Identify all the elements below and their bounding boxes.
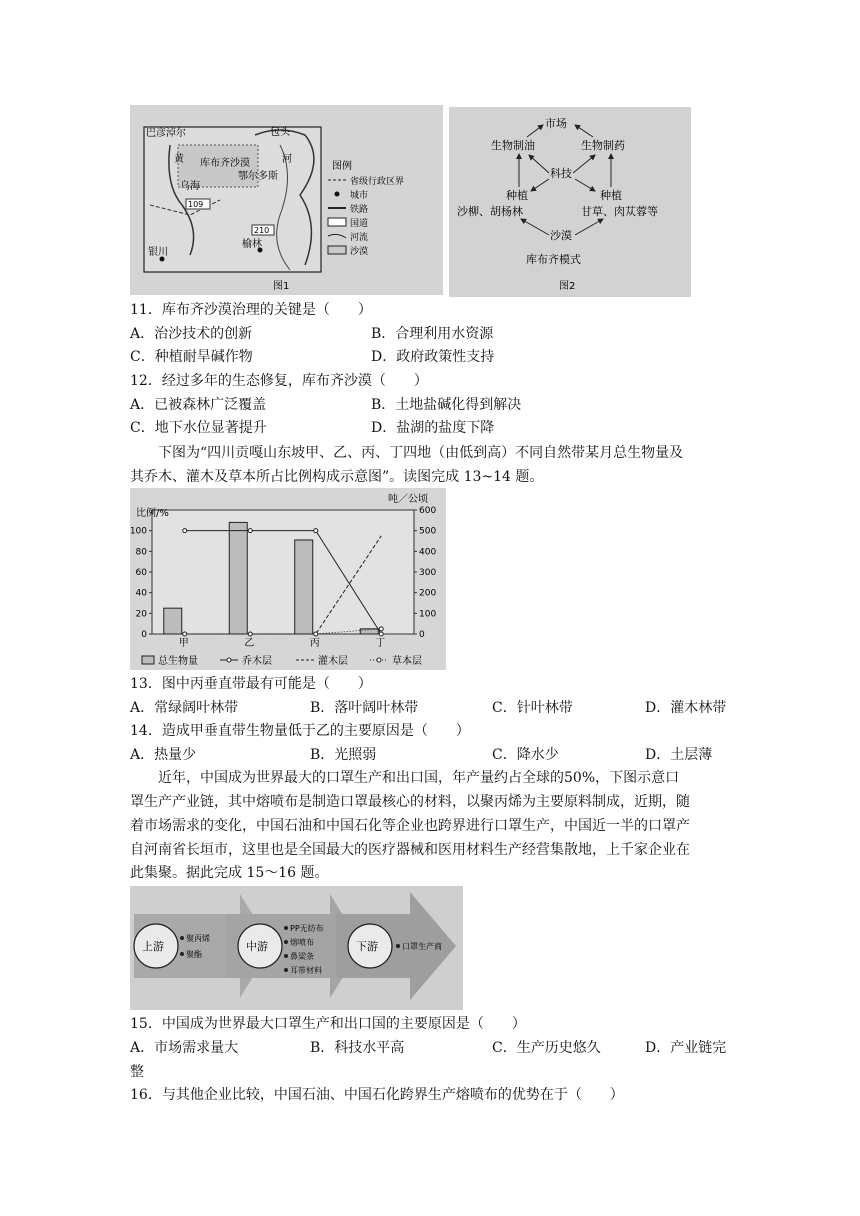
map-figure bbox=[130, 105, 443, 295]
point-1 bbox=[379, 632, 383, 636]
q11-option-b[interactable]: B．合理利用水资源 bbox=[371, 326, 494, 342]
tick-label-right: 500 bbox=[419, 526, 437, 537]
question-13: 13．图中丙垂直带最有可能是（ ） bbox=[130, 676, 372, 692]
question-15: 15．中国成为世界最大口罩生产和出口国的主要原因是（ ） bbox=[130, 1016, 526, 1032]
point-3 bbox=[314, 632, 318, 636]
node-market: 市场 bbox=[545, 117, 567, 130]
category-label: 丙 bbox=[309, 638, 320, 649]
q11-option-c[interactable]: C．种植耐旱碱作物 bbox=[130, 349, 253, 365]
map-place: 黄 bbox=[174, 154, 184, 165]
node-plant-left-detail: 沙柳、胡杨林 bbox=[457, 205, 523, 218]
map-caption: 图1 bbox=[273, 281, 290, 292]
svg-text:国道: 国道 bbox=[350, 219, 369, 229]
chain-midstream: 中游 bbox=[246, 940, 268, 953]
tick-label-left: 100 bbox=[130, 526, 147, 537]
map-place: 鄂尔多斯 bbox=[238, 171, 278, 182]
node-plant-right: 种植 bbox=[600, 189, 622, 202]
q13-option-d[interactable]: D．灌木林带 bbox=[645, 700, 727, 716]
map-svg bbox=[130, 105, 443, 295]
q14-option-c[interactable]: C．降水少 bbox=[492, 747, 559, 763]
chain-midstream-item: 鼻梁条 bbox=[290, 952, 314, 961]
legend-shrub: 灌木层 bbox=[318, 656, 348, 667]
chart-ylabel-left: 比例/% bbox=[136, 508, 169, 519]
q13-option-c[interactable]: C．针叶林带 bbox=[492, 700, 573, 716]
biomass-chart-svg bbox=[130, 488, 446, 670]
intro-13-14-line2: 其乔木、灌木及草本所占比例构成示意图”。读图完成 13~14 题。 bbox=[130, 469, 544, 485]
tick-label-left: 0 bbox=[141, 630, 147, 640]
industry-chain-figure bbox=[130, 886, 463, 1010]
legend-herb: 草本层 bbox=[392, 656, 422, 667]
point-3 bbox=[379, 627, 383, 631]
map-place: 乌海 bbox=[180, 181, 200, 192]
point-1 bbox=[248, 529, 252, 533]
svg-text:铁路: 铁路 bbox=[350, 205, 369, 215]
intro-15-16-line5: 此集聚。据此完成 15～16 题。 bbox=[130, 865, 329, 881]
q12-option-b[interactable]: B．土地盐碱化得到解决 bbox=[371, 397, 522, 413]
chart-legend bbox=[142, 654, 422, 667]
question-11: 11．库布齐沙漠治理的关键是（ ） bbox=[130, 302, 372, 318]
map-place: 109 bbox=[188, 200, 204, 209]
legend-tree: 乔木层 bbox=[242, 656, 272, 667]
map-place: 银川 bbox=[148, 247, 168, 258]
map-place: 210 bbox=[254, 226, 270, 235]
tick-label-right: 300 bbox=[419, 568, 437, 578]
bar-total-biomass bbox=[360, 629, 378, 634]
map-place: 榆林 bbox=[242, 239, 262, 250]
category-label: 乙 bbox=[244, 638, 255, 649]
q15-option-c[interactable]: C．生产历史悠久 bbox=[492, 1040, 601, 1056]
map-legend bbox=[328, 175, 404, 257]
intro-15-16-line2: 罩生产产业链，其中熔喷布是制造口罩最核心的材料，以聚丙烯为主要原料制成，近期，随 bbox=[130, 794, 690, 810]
svg-text:城市: 城市 bbox=[350, 191, 369, 201]
q14-option-d[interactable]: D．土层薄 bbox=[645, 747, 713, 763]
tick-label-right: 200 bbox=[419, 588, 437, 599]
tick-label-left: 40 bbox=[135, 588, 147, 599]
q15-option-b[interactable]: B．科技水平高 bbox=[310, 1040, 405, 1056]
biomass-chart bbox=[130, 488, 446, 670]
tick-label-right: 600 bbox=[419, 506, 437, 516]
q15-option-d[interactable]: D．产业链完 bbox=[645, 1040, 727, 1056]
tick-label-left: 80 bbox=[135, 547, 147, 558]
q11-option-a[interactable]: A．治沙技术的创新 bbox=[130, 326, 253, 342]
mode-diagram bbox=[449, 107, 691, 297]
tick-label-right: 0 bbox=[419, 630, 425, 640]
chain-upstream-item: 聚酯 bbox=[186, 950, 202, 959]
chart-ylabel-right: 吨／公顷 bbox=[388, 494, 428, 505]
map-legend-title: 图例 bbox=[332, 161, 352, 172]
tick-label-left: 60 bbox=[135, 568, 147, 578]
q14-option-a[interactable]: A．热量少 bbox=[130, 747, 197, 763]
map-place: 巴彦淖尔 bbox=[146, 128, 186, 139]
intro-15-16-line4: 自河南省长垣市，这里也是全国最大的医疗器械和医用材料生产经营集散地，上千家企业在 bbox=[130, 842, 690, 858]
node-plant-right-detail: 甘草、肉苁蓉等 bbox=[581, 205, 658, 218]
intro-15-16-line3: 着市场需求的变化，中国石油和中国石化等企业也跨界进行口罩生产，中国近一半的口罩产 bbox=[130, 818, 690, 834]
intro-13-14-line1: 下图为“四川贡嘎山东坡甲、乙、丙、丁四地（由低到高）不同自然带某月总生物量及 bbox=[158, 445, 684, 461]
chain-midstream-item: PP无纺布 bbox=[290, 924, 324, 933]
tick-label-right: 100 bbox=[419, 609, 437, 620]
diagram-caption: 图2 bbox=[559, 281, 576, 292]
category-label: 甲 bbox=[178, 638, 189, 649]
question-12: 12．经过多年的生态修复，库布齐沙漠（ ） bbox=[130, 373, 428, 389]
map-place: 河 bbox=[282, 154, 292, 165]
tick-label-right: 400 bbox=[419, 547, 437, 558]
chain-downstream: 下游 bbox=[356, 940, 378, 953]
q13-option-a[interactable]: A．常绿阔叶林带 bbox=[130, 700, 239, 716]
map-place: 库布齐沙漠 bbox=[200, 158, 250, 169]
mode-diagram-svg bbox=[449, 107, 691, 297]
svg-text:省级行政区界: 省级行政区界 bbox=[350, 177, 405, 187]
bar-total-biomass bbox=[164, 608, 182, 634]
q14-option-b[interactable]: B．光照弱 bbox=[310, 747, 377, 763]
category-label: 丁 bbox=[375, 638, 386, 649]
q12-option-c[interactable]: C．地下水位显著提升 bbox=[130, 420, 267, 436]
chain-upstream: 上游 bbox=[142, 940, 164, 953]
question-14: 14．造成甲垂直带生物量低于乙的主要原因是（ ） bbox=[130, 723, 470, 739]
chain-midstream-item: 熔喷布 bbox=[290, 938, 314, 947]
intro-15-16-line1: 近年，中国成为世界最大的口罩生产和出口国，年产量约占全球的50%，下图示意口 bbox=[158, 770, 680, 786]
point-1 bbox=[314, 529, 318, 533]
q12-option-d[interactable]: D．盐湖的盐度下降 bbox=[371, 420, 495, 436]
q15-option-a[interactable]: A．市场需求量大 bbox=[130, 1040, 239, 1056]
industry-chain-svg bbox=[130, 886, 463, 1010]
question-16: 16．与其他企业比较，中国石油、中国石化跨界生产熔喷布的优势在于（ ） bbox=[130, 1087, 624, 1103]
node-mode: 库布齐模式 bbox=[526, 253, 581, 266]
svg-text:沙漠: 沙漠 bbox=[350, 247, 369, 257]
node-bio-oil: 生物制油 bbox=[491, 139, 535, 152]
q13-option-b[interactable]: B．落叶阔叶林带 bbox=[310, 700, 419, 716]
q12-option-a[interactable]: A．已被森林广泛覆盖 bbox=[130, 397, 267, 413]
node-tech: 科技 bbox=[550, 167, 572, 180]
tick-label-left: 20 bbox=[135, 609, 147, 620]
chain-upstream-item: 聚丙烯 bbox=[186, 934, 210, 943]
map-place: 包头 bbox=[270, 127, 290, 138]
node-bio-drug: 生物制药 bbox=[581, 139, 625, 152]
chain-midstream-item: 耳带材料 bbox=[290, 966, 322, 975]
q15-option-d-continued: 整 bbox=[130, 1064, 144, 1080]
point-1 bbox=[183, 529, 187, 533]
q11-option-d[interactable]: D．政府政策性支持 bbox=[371, 349, 495, 365]
svg-text:河流: 河流 bbox=[350, 233, 369, 243]
bar-total-biomass bbox=[295, 540, 313, 634]
point-3 bbox=[248, 632, 252, 636]
point-3 bbox=[183, 632, 187, 636]
chain-downstream-item: 口罩生产商 bbox=[402, 942, 442, 951]
bar-total-biomass bbox=[229, 522, 247, 634]
legend-total: 总生物量 bbox=[158, 656, 198, 667]
node-plant-left: 种植 bbox=[506, 189, 528, 202]
node-desert: 沙漠 bbox=[550, 229, 572, 242]
